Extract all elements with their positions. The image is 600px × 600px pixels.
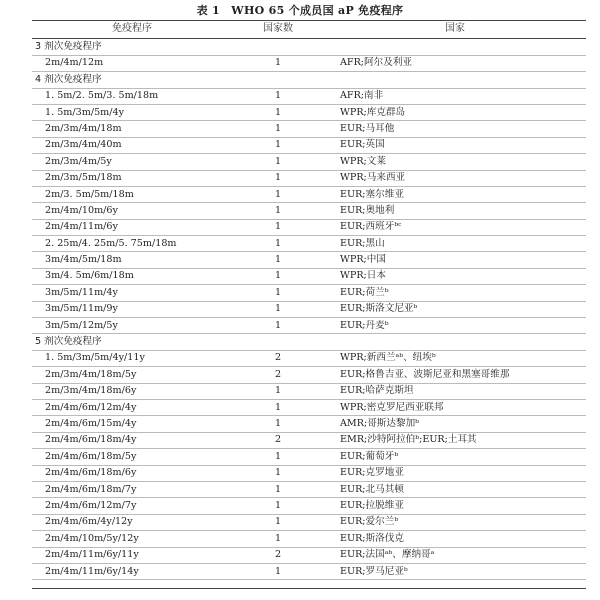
countries-cell: WPR;库克群岛 xyxy=(340,106,406,118)
table-row xyxy=(0,482,600,498)
schedule-cell: 2m/3m/4m/40m xyxy=(45,139,122,151)
schedule-cell: 2m/4m/11m/6y xyxy=(45,221,118,233)
table-row xyxy=(0,187,600,203)
count-cell: 1 xyxy=(274,57,282,69)
table-row xyxy=(0,203,600,219)
schedule-cell: 3m/5m/11m/4y xyxy=(45,286,118,298)
table-row xyxy=(0,170,600,186)
countries-cell: EUR;克罗地亚 xyxy=(340,467,404,479)
count-cell: 1 xyxy=(274,499,282,511)
schedule-cell: 1. 5m/3m/5m/4y/11y xyxy=(45,352,145,364)
table-row xyxy=(0,416,600,432)
count-cell: 1 xyxy=(274,188,282,200)
count-cell: 1 xyxy=(274,483,282,495)
countries-cell: EUR;哈萨克斯坦 xyxy=(340,385,414,397)
count-cell: 1 xyxy=(274,122,282,134)
schedule-cell: 2m/4m/6m/12m/7y xyxy=(45,499,137,511)
count-cell: 1 xyxy=(274,286,282,298)
group-row xyxy=(0,72,600,88)
table-title: 表 1 WHO 65 个成员国 aP 免疫程序 xyxy=(196,4,404,17)
schedule-cell: 2m/4m/6m/15m/4y xyxy=(45,417,137,429)
count-cell: 1 xyxy=(274,565,282,577)
countries-cell: EUR;奥地利 xyxy=(340,204,395,216)
countries-cell: EUR;爱尔兰ᵇ xyxy=(340,516,399,528)
countries-cell: AFR;南非 xyxy=(340,90,384,102)
schedule-cell: 3m/5m/11m/9y xyxy=(45,303,118,315)
schedule-cell: 2m/4m/6m/4y/12y xyxy=(45,516,133,528)
count-cell: 1 xyxy=(274,254,282,266)
group-label: 3 剂次免疫程序 xyxy=(35,41,102,52)
table-row xyxy=(0,219,600,235)
countries-cell: EUR;罗马尼亚ᵇ xyxy=(340,565,408,577)
table-body xyxy=(0,39,600,580)
count-cell: 1 xyxy=(274,516,282,528)
table-row xyxy=(0,301,600,317)
schedule-cell: 2m/4m/6m/18m/7y xyxy=(45,483,137,495)
count-cell: 1 xyxy=(274,139,282,151)
countries-cell: EMR;沙特阿拉伯ᵇ;EUR;土耳其 xyxy=(340,434,477,446)
table-row xyxy=(0,285,600,301)
header-count: 国家数 xyxy=(263,23,293,34)
countries-cell: EUR;荷兰ᵇ xyxy=(340,286,389,298)
countries-cell: EUR;马耳他 xyxy=(340,122,395,134)
countries-cell: WPR;文莱 xyxy=(340,155,386,167)
countries-cell: AFR;阿尔及利亚 xyxy=(340,57,413,69)
count-cell: 1 xyxy=(274,532,282,544)
schedule-cell: 2m/4m/6m/18m/5y xyxy=(45,450,137,462)
count-cell: 1 xyxy=(274,319,282,331)
table-row xyxy=(0,400,600,416)
row-divider xyxy=(32,579,586,580)
bottom-rule xyxy=(32,588,586,589)
countries-cell: EUR;英国 xyxy=(340,139,385,151)
countries-cell: EUR;丹麦ᵇ xyxy=(340,319,389,331)
table-row xyxy=(0,88,600,104)
countries-cell: AMR;哥斯达黎加ᵇ xyxy=(340,417,420,429)
countries-cell: WPR;中国 xyxy=(340,254,386,266)
table-row xyxy=(0,498,600,514)
schedule-cell: 2m/3m/4m/18m/5y xyxy=(45,368,137,380)
countries-cell: WPR;新西兰ᵃᵇ、纽埃ᵇ xyxy=(340,352,436,364)
table-row xyxy=(0,268,600,284)
table-row xyxy=(0,383,600,399)
schedule-cell: 3m/5m/12m/5y xyxy=(45,319,118,331)
count-cell: 2 xyxy=(274,549,282,561)
table-row xyxy=(0,105,600,121)
count-cell: 1 xyxy=(274,106,282,118)
schedule-cell: 2m/3. 5m/5m/18m xyxy=(45,188,134,200)
table-row xyxy=(0,350,600,366)
count-cell: 2 xyxy=(274,434,282,446)
table-row xyxy=(0,449,600,465)
count-cell: 1 xyxy=(274,467,282,479)
countries-cell: WPR;日本 xyxy=(340,270,386,282)
count-cell: 1 xyxy=(274,221,282,233)
countries-cell: WPR;马来西亚 xyxy=(340,172,406,184)
group-label: 4 剂次免疫程序 xyxy=(35,73,102,85)
countries-cell: EUR;北马其顿 xyxy=(340,483,404,495)
table-row xyxy=(0,367,600,383)
count-cell: 1 xyxy=(274,303,282,315)
group-row xyxy=(0,334,600,350)
table-row xyxy=(0,121,600,137)
header-schedule: 免疫程序 xyxy=(112,23,152,34)
schedule-cell: 2m/3m/4m/18m xyxy=(45,122,122,134)
table-row xyxy=(0,465,600,481)
schedule-cell: 2m/4m/10m/5y/12y xyxy=(45,532,139,544)
countries-cell: EUR;塞尔维亚 xyxy=(340,188,404,200)
schedule-cell: 2m/4m/12m xyxy=(45,57,104,69)
countries-cell: EUR;西班牙ᵇᶜ xyxy=(340,221,402,233)
schedule-cell: 2m/3m/4m/18m/6y xyxy=(45,385,137,397)
table-row xyxy=(0,137,600,153)
group-label: 5 剂次免疫程序 xyxy=(35,336,102,348)
table-row xyxy=(0,55,600,71)
count-cell: 2 xyxy=(274,368,282,380)
schedule-cell: 2m/3m/5m/18m xyxy=(45,172,122,184)
schedule-cell: 2m/3m/4m/5y xyxy=(45,155,112,167)
schedule-cell: 2m/4m/10m/6y xyxy=(45,204,118,216)
group-row xyxy=(0,39,600,55)
count-cell: 1 xyxy=(274,270,282,282)
count-cell: 1 xyxy=(274,172,282,184)
table-row xyxy=(0,432,600,448)
count-cell: 1 xyxy=(274,450,282,462)
schedule-cell: 1. 5m/3m/5m/4y xyxy=(45,106,125,118)
table-row xyxy=(0,318,600,334)
countries-cell: EUR;黑山 xyxy=(340,237,385,249)
schedule-cell: 3m/4. 5m/6m/18m xyxy=(45,270,134,282)
countries-cell: EUR;斯洛文尼亚ᵇ xyxy=(340,303,418,315)
schedule-cell: 2m/4m/6m/18m/4y xyxy=(45,434,137,446)
table-row xyxy=(0,252,600,268)
countries-cell: EUR;拉脱维亚 xyxy=(340,499,404,511)
table-row xyxy=(0,564,600,580)
table-row xyxy=(0,236,600,252)
schedule-cell: 1. 5m/2. 5m/3. 5m/18m xyxy=(45,90,159,102)
count-cell: 2 xyxy=(274,352,282,364)
table-row xyxy=(0,514,600,530)
schedule-cell: 2m/4m/11m/6y/11y xyxy=(45,549,139,561)
countries-cell: EUR;格鲁吉亚、波斯尼亚和黑塞哥维那 xyxy=(340,368,510,380)
table-row xyxy=(0,154,600,170)
schedule-cell: 3m/4m/5m/18m xyxy=(45,254,122,266)
table-row xyxy=(0,531,600,547)
countries-cell: EUR;斯洛伐克 xyxy=(340,532,404,544)
count-cell: 1 xyxy=(274,417,282,429)
header-countries: 国家 xyxy=(445,23,465,34)
count-cell: 1 xyxy=(274,90,282,102)
countries-cell: WPR;密克罗尼西亚联邦 xyxy=(340,401,444,413)
count-cell: 1 xyxy=(274,237,282,249)
schedule-cell: 2. 25m/4. 25m/5. 75m/18m xyxy=(45,237,177,249)
count-cell: 1 xyxy=(274,155,282,167)
countries-cell: EUR;法国ᵃᵇ、摩纳哥ᵃ xyxy=(340,549,435,561)
schedule-cell: 2m/4m/11m/6y/14y xyxy=(45,565,139,577)
count-cell: 1 xyxy=(274,401,282,413)
count-cell: 1 xyxy=(274,385,282,397)
countries-cell: EUR;葡萄牙ᵇ xyxy=(340,450,399,462)
table-row xyxy=(0,547,600,563)
schedule-cell: 2m/4m/6m/12m/4y xyxy=(45,401,137,413)
count-cell: 1 xyxy=(274,204,282,216)
schedule-cell: 2m/4m/6m/18m/6y xyxy=(45,467,137,479)
